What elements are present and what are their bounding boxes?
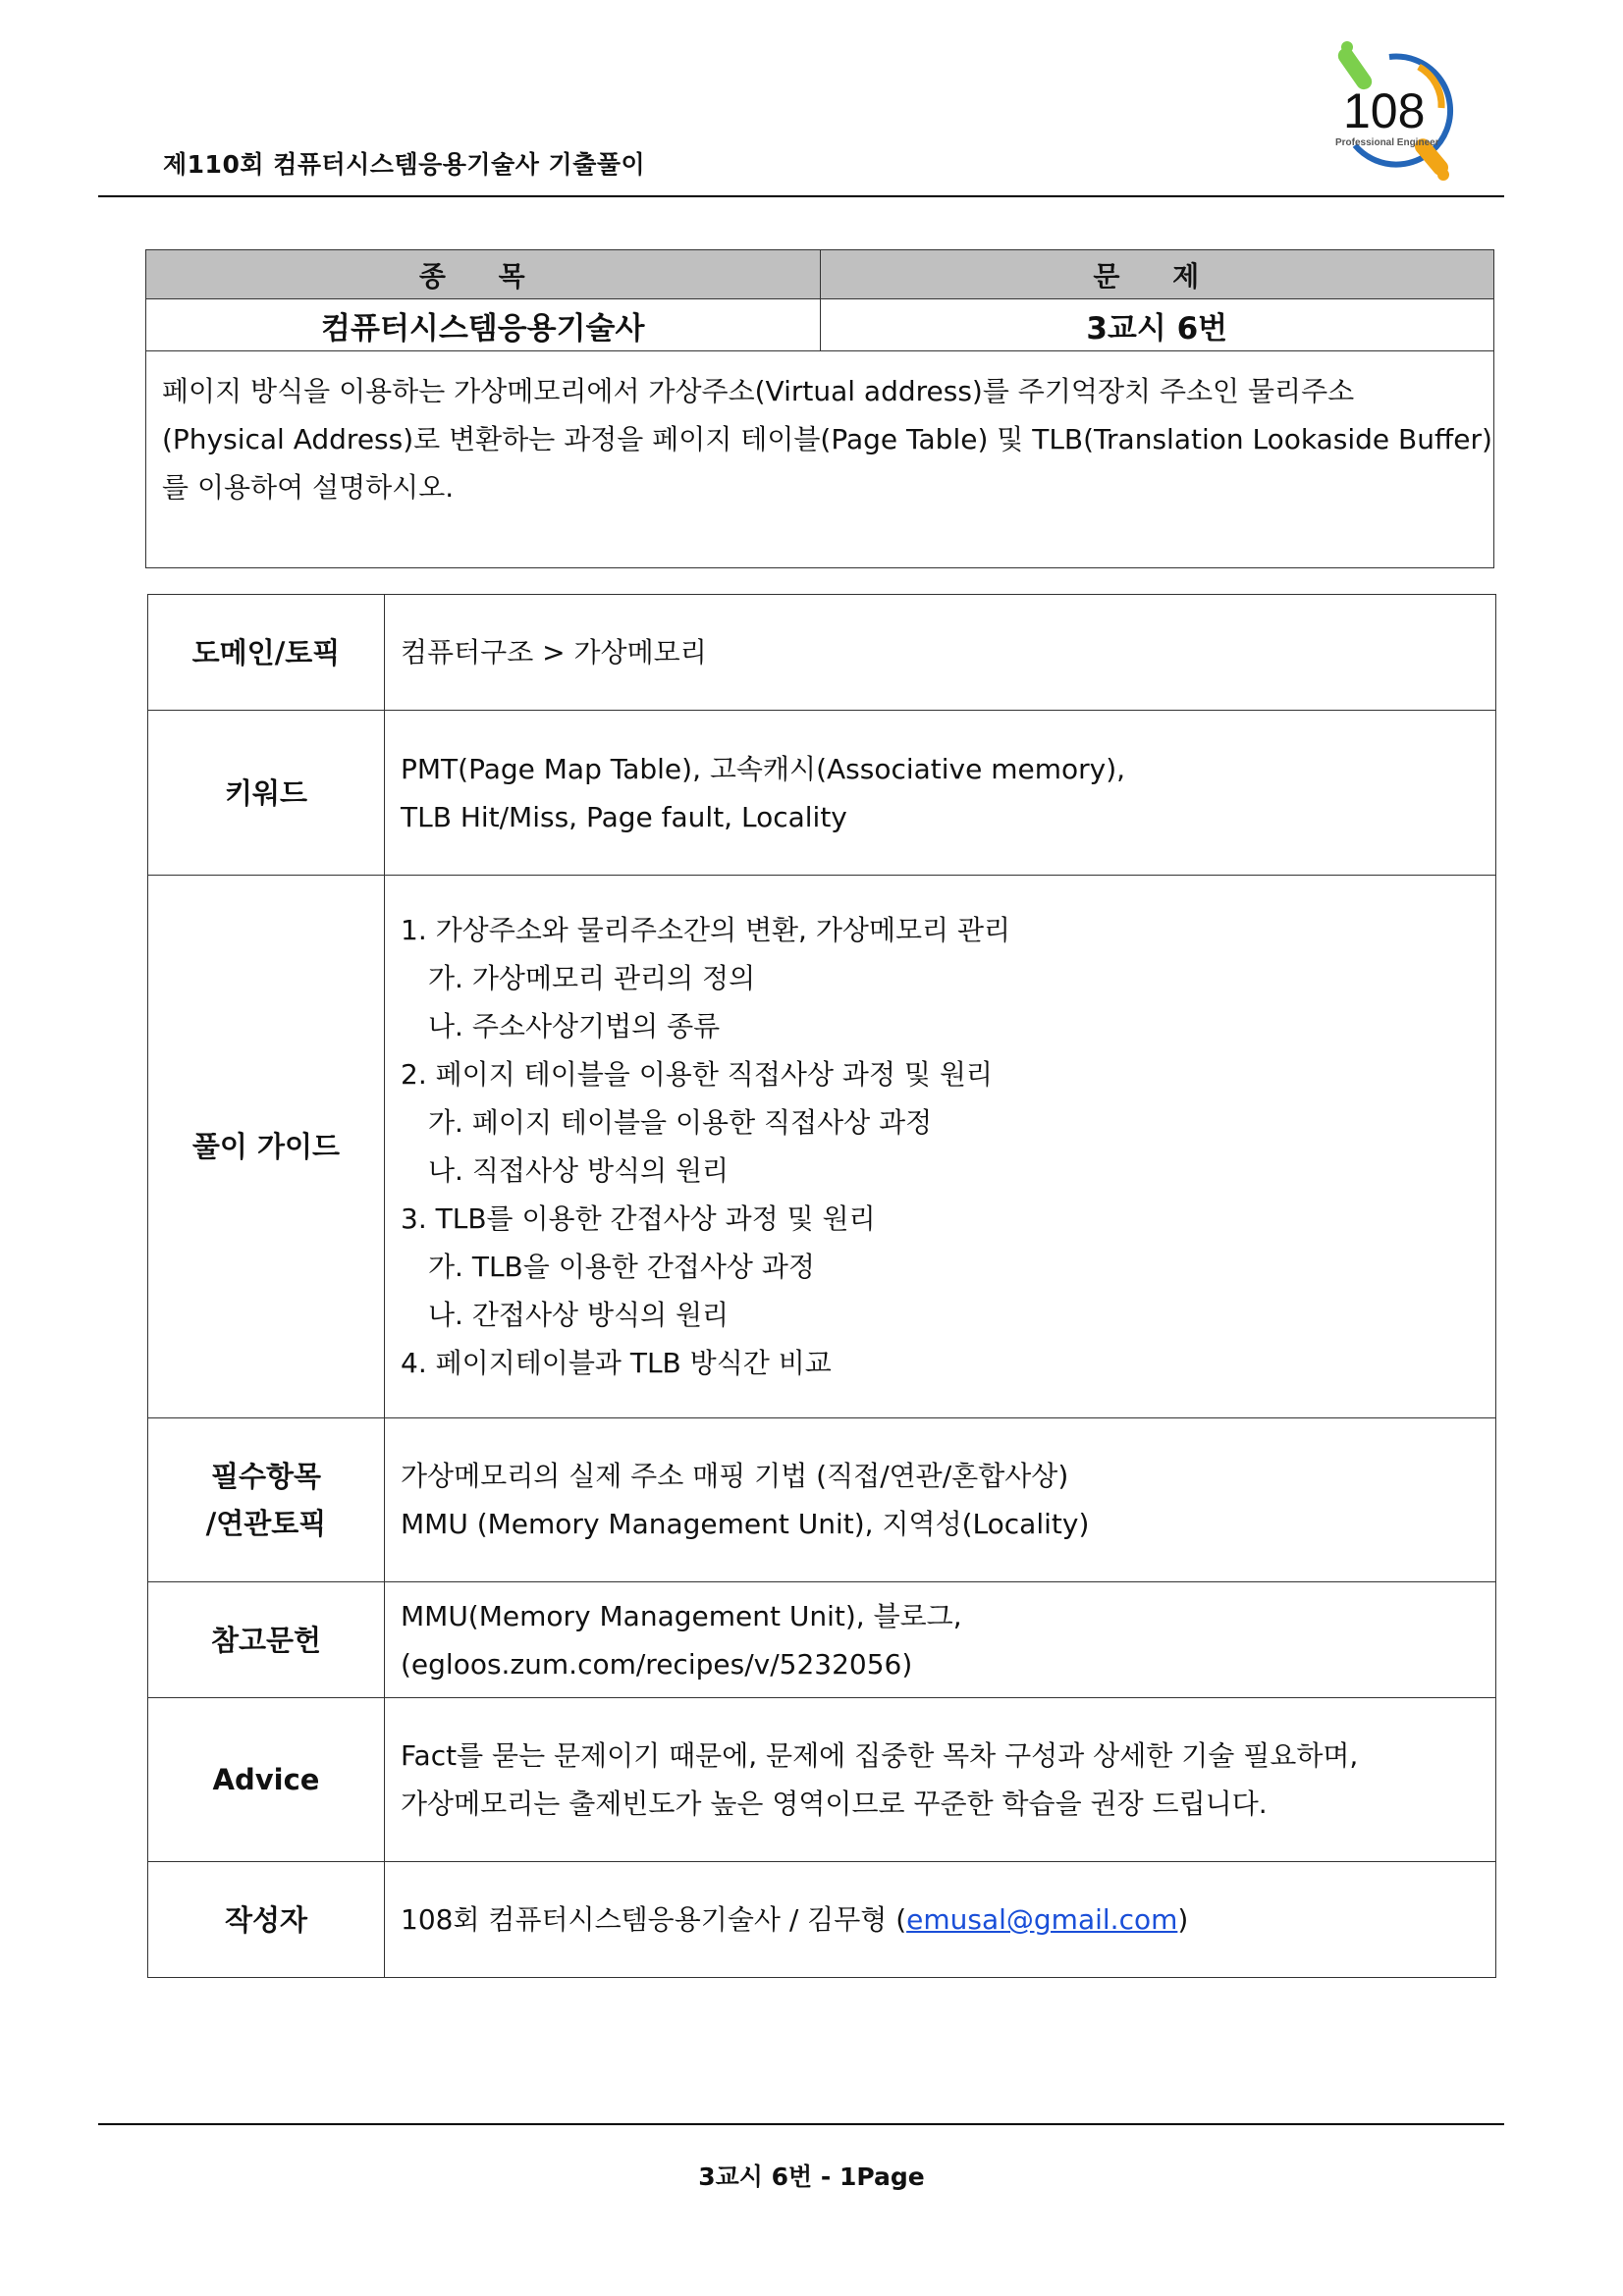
category-value-cell: 컴퓨터시스템응용기술사 — [146, 299, 821, 351]
author-value — [385, 1862, 1496, 1978]
question-cell — [146, 351, 1494, 568]
reference-label: 참고문헌 — [148, 1582, 385, 1698]
guide-item: 3. TLB를 이용한 간접사상 과정 및 원리 — [401, 1202, 876, 1235]
reference-value: MMU(Memory Management Unit), 블로그, (egloos.zum.com/recipes/v/5232056) — [385, 1582, 1496, 1698]
question-line: 를 이용하여 설명하시오. — [162, 471, 455, 504]
guide-subitem: 가. 가상메모리 관리의 정의 — [428, 962, 756, 994]
required-value — [385, 1418, 1496, 1582]
keyword-line: TLB Hit/Miss, Page fault, Locality — [401, 800, 847, 833]
answer-guide-table — [147, 594, 1496, 1978]
guide-item: 4. 페이지테이블과 TLB 방식간 비교 — [401, 1347, 832, 1379]
author-text: 108회 컴퓨터시스템응용기술사 / 김무형 ( — [401, 1903, 907, 1936]
required-label-line: /연관토픽 — [205, 1507, 327, 1540]
problem-header-cell: 문 제 — [820, 250, 1494, 299]
guide-subitem: 가. TLB을 이용한 간접사상 과정 — [428, 1251, 815, 1283]
keyword-line: PMT(Page Map Table), 고속캐시(Associative memory), — [401, 752, 1126, 785]
required-label — [148, 1418, 385, 1582]
category-header-cell: 종 목 — [146, 250, 821, 299]
108-logo-icon — [1325, 37, 1473, 185]
domain-value: 컴퓨터구조 > 가상메모리 — [385, 595, 1496, 711]
required-label-line: 필수항목 — [210, 1460, 322, 1493]
advice-line: 가상메모리는 출제빈도가 높은 영역이므로 꾸준한 학습을 권장 드립니다. — [401, 1788, 1268, 1820]
guide-label: 풀이 가이드 — [148, 876, 385, 1418]
advice-value — [385, 1698, 1496, 1862]
author-text-end: ) — [1177, 1903, 1189, 1936]
guide-subitem: 나. 주소사상기법의 종류 — [428, 1010, 721, 1042]
guide-item: 1. 가상주소와 물리주소간의 변환, 가상메모리 관리 — [401, 914, 1011, 946]
question-line: 페이지 방식을 이용하는 가상메모리에서 가상주소(Virtual address)를 주기억장치 주소인 물리주소 — [162, 375, 1355, 407]
keywords-label: 키워드 — [148, 711, 385, 876]
logo-number: 108 — [1343, 83, 1426, 138]
guide-item: 2. 페이지 테이블을 이용한 직접사상 과정 및 원리 — [401, 1058, 993, 1091]
document-header-title: 제110회 컴퓨터시스템응용기술사 기출풀이 — [163, 150, 646, 179]
guide-value — [385, 876, 1496, 1418]
guide-subitem: 가. 페이지 테이블을 이용한 직접사상 과정 — [428, 1106, 933, 1139]
advice-line: Fact를 묻는 문제이기 때문에, 문제에 집중한 목차 구성과 상세한 기술 필요하며, — [401, 1739, 1359, 1772]
footer-divider — [98, 2123, 1504, 2125]
header-divider — [98, 195, 1504, 197]
domain-label: 도메인/토픽 — [148, 595, 385, 711]
required-line: 가상메모리의 실제 주소 매핑 기법 (직접/연관/혼합사상) — [401, 1460, 1069, 1492]
guide-subitem: 나. 직접사상 방식의 원리 — [428, 1154, 730, 1187]
keywords-value — [385, 711, 1496, 876]
advice-label: Advice — [148, 1698, 385, 1862]
page-number-footer: 3교시 6번 - 1Page — [698, 2163, 925, 2191]
problem-info-table — [145, 249, 1494, 568]
guide-subitem: 나. 간접사상 방식의 원리 — [428, 1299, 730, 1331]
author-email-link[interactable]: emusal@gmail.com — [906, 1903, 1178, 1936]
question-line: (Physical Address)로 변환하는 과정을 페이지 테이블(Page Table) 및 TLB(Translation Lookaside Buffer) — [162, 423, 1492, 455]
author-label: 작성자 — [148, 1862, 385, 1978]
logo-subtitle: Professional Engineer — [1335, 137, 1439, 148]
required-line: MMU (Memory Management Unit), 지역성(Locality) — [401, 1508, 1090, 1540]
problem-number-cell: 3교시 6번 — [820, 299, 1494, 351]
